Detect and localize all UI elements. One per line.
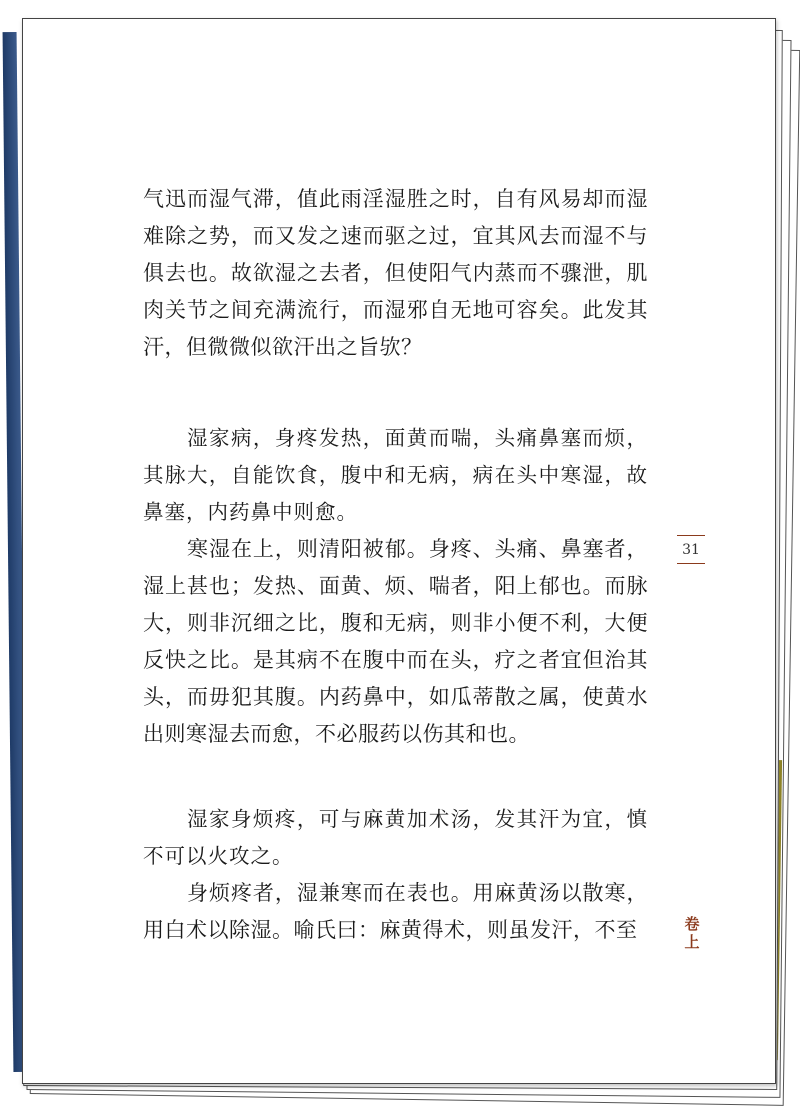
body-paragraph: 气迅而湿气滞，值此雨淫湿胜之时，自有风易却而湿难除之势，而又发之速而驱之过，宜其风去而湿不与俱去也。故欲湿之去者，但使阳气内蒸而不骤泄，肌肉关节之间充满流行，而湿邪自无地可容矣。此发其汗，但微微似欲汗出之旨欤？ [143, 187, 648, 359]
text-block-section-1 [143, 420, 648, 753]
text-block-continued [143, 181, 648, 366]
book-page [22, 18, 776, 1084]
classic-quote-paragraph: 湿家病，身疼发热，面黄而喘，头痛鼻塞而烦，其脉大，自能饮食，腹中和无病，病在头中寒湿，故鼻塞，内药鼻中则愈。 [143, 426, 648, 524]
page-number-rule-top [677, 535, 705, 536]
page-number-rule-bottom [677, 563, 705, 564]
text-block-section-2 [143, 801, 648, 949]
commentary-paragraph: 身烦疼者，湿兼寒而在表也。用麻黄汤以散寒，用白术以除湿。喻氏曰：麻黄得术，则虽发汗，不至 [143, 881, 648, 942]
classic-quote-paragraph: 湿家身烦疼，可与麻黄加术汤，发其汗为宜，慎不可以火攻之。 [143, 807, 648, 868]
page-number: 31 [682, 542, 700, 558]
commentary-paragraph: 寒湿在上，则清阳被郁。身疼、头痛、鼻塞者，湿上甚也；发热、面黄、烦、喘者，阳上郁也。而脉大，则非沉细之比，腹和无病，则非小便不利，大便反快之比。是其病不在腹中而在头，疗之者宜但治其头，而毋犯其腹。内药鼻中，如瓜蒂散之属，使黄水出则寒湿去而愈，不必服药以伤其和也。 [143, 537, 648, 746]
volume-side-label: 卷上 [684, 915, 700, 951]
